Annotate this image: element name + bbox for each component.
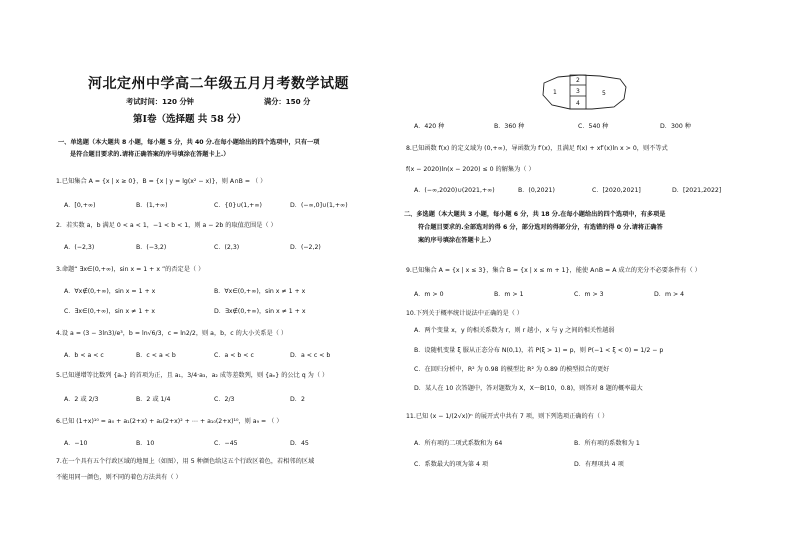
q10-stem: 10.下列关于概率统计说法中正确的是（ ） xyxy=(406,310,523,317)
q4-opt-b: B．c < a < b xyxy=(136,352,176,359)
q10-opt-a: A．两个变量 x，y 的相关系数为 r，则 r 越小，x 与 y 之间的相关性越弱 xyxy=(414,327,615,334)
map-label-1: 1 xyxy=(553,89,557,96)
q9-opt-d: D．m > 4 xyxy=(654,291,685,298)
q7-opt-a: A．420 种 xyxy=(414,123,445,130)
q7-opt-b: B．360 种 xyxy=(494,123,525,130)
q1-opt-c: C．{0}∪(1,+∞) xyxy=(214,202,262,209)
q3-stem: 3.命题“ ∃x∈(0,+∞)，sin x = 1 + x ”的否定是（ ） xyxy=(56,266,205,273)
q6-opt-c: C．−45 xyxy=(214,440,238,447)
section2-heading-2: 符合题目要求的.全部选对的得 6 分，部分选对的得部分分，有选错的得 0 分.请将正确答 xyxy=(418,224,663,231)
q10-opt-b: B．设随机变量 ξ 服从正态分布 N(0,1)，若 P(ξ > 1) = p，则 P(−1 < ξ < 0) = 1/2 − p xyxy=(414,347,664,354)
q6-opt-a: A．−10 xyxy=(64,440,88,447)
q3-opt-c: C．∃x∈(0,+∞)，sin x ≠ 1 + x xyxy=(64,308,156,315)
q5-opt-a: A．2 或 2/3 xyxy=(64,396,99,403)
q9-opt-a: A．m > 0 xyxy=(414,291,444,298)
q5-opt-b: B．2 或 1/4 xyxy=(136,396,171,403)
section2-heading-3: 案的序号填涂在答题卡上.） xyxy=(418,237,495,244)
q8-opt-a: A．(−∞,2020)∪(2021,+∞) xyxy=(414,187,495,194)
q7-opt-d: D．300 种 xyxy=(660,123,691,130)
q6-opt-b: B．10 xyxy=(136,440,155,447)
q1-stem: 1.已知集合 A = {x | x ≥ 0}，B = {x | y = lg(x² − x)}，则 A∩B = （ ） xyxy=(56,178,267,185)
q4-opt-d: D．a < c < b xyxy=(290,352,331,359)
q9-stem: 9.已知集合 A = {x | x ≤ 3}，集合 B = {x | x ≤ m + 1}，能使 A∩B = A 成立的充分不必要条件有（ ） xyxy=(406,267,701,274)
map-label-2: 2 xyxy=(576,77,580,84)
q11-opt-c: C．系数最大的项为第 4 项 xyxy=(414,461,489,468)
q10-opt-c: C．在回归分析中，R² 为 0.98 的模型比 R² 为 0.89 的模型拟合的更好 xyxy=(414,366,610,373)
q8-stem-2: f(x − 2020)ln(x − 2020) ≤ 0 的解集为（ ） xyxy=(406,166,535,173)
q3-opt-a: A．∀x∉(0,+∞)，sin x = 1 + x xyxy=(64,288,156,295)
q7-stem-2: 不能用同一颜色，则不同的着色方法共有（ ） xyxy=(56,474,182,481)
exam-score: 满分：150 分 xyxy=(264,97,311,106)
q8-opt-c: C．[2020,2021] xyxy=(592,187,641,194)
q2-opt-d: D．(−2,2) xyxy=(290,244,321,251)
region-map-figure xyxy=(540,73,628,111)
q5-opt-c: C．2/3 xyxy=(214,396,235,403)
q2-opt-a: A．(−2,3) xyxy=(64,244,95,251)
q3-opt-d: D．∃x∉(0,+∞)，sin x ≠ 1 + x xyxy=(214,308,306,315)
q5-stem: 5.已知递增等比数列 {aₙ} 的首项为正，且 a₁，3/4·a₃，a₂ 成等差数列，则 {aₙ} 的公比 q 为（ ） xyxy=(56,372,329,379)
q2-opt-b: B．(−3,2) xyxy=(136,244,167,251)
q2-stem: 2．若实数 a，b 满足 0 < a < 1，−1 < b < 1，则 a − 2b 的取值范围是（ ） xyxy=(56,222,277,229)
q8-opt-d: D．[2021,2022] xyxy=(672,187,722,194)
q6-stem: 6.已知 (1+x)¹⁰ = a₀ + a₁(2+x) + a₂(2+x)² + ⋯ + a₁₀(2+x)¹⁰，则 a₉ = （ ） xyxy=(56,418,283,425)
q11-opt-b: B．所有项的系数和为 1 xyxy=(574,440,640,447)
section2-heading: 二、多选题（本大题共 3 小题，每小题 6 分，共 18 分.在每小题给出的四个选项中，有多项是 xyxy=(404,211,666,218)
part1-heading: 第Ⅰ卷（选择题 共 58 分） xyxy=(133,114,247,125)
section1-heading: 一、单选题（本大题共 8 小题，每小题 5 分，共 40 分.在每小题给出的四个选项中，只有一项 xyxy=(58,139,320,146)
q11-opt-d: D．有理项共 4 项 xyxy=(574,461,624,468)
map-label-4: 4 xyxy=(576,100,580,107)
q5-opt-d: D．2 xyxy=(290,396,305,403)
q11-stem: 11.已知 (x − 1/(2√x))ⁿ 的展开式中共有 7 项，则下列选项正确的有（ ） xyxy=(406,413,609,420)
q1-opt-b: B．(1,+∞) xyxy=(136,202,168,209)
q4-opt-c: C．a < b < c xyxy=(214,352,254,359)
exam-time: 考试时间：120 分钟 xyxy=(126,97,194,106)
map-label-3: 3 xyxy=(576,88,580,95)
q1-opt-d: D．(−∞,0]∪(1,+∞) xyxy=(290,202,348,209)
q7-opt-c: C．540 种 xyxy=(578,123,609,130)
section1-heading-2: 是符合题目要求的.请将正确答案的序号填涂在答题卡上.） xyxy=(70,151,230,158)
exam-title: 河北定州中学高二年级五月月考数学试题 xyxy=(88,76,349,92)
q2-opt-c: C．(2,3) xyxy=(214,244,240,251)
q9-opt-b: B．m > 1 xyxy=(494,291,524,298)
q7-stem: 7.在一个具有五个行政区域的地图上（如图），用 5 种颜色给这五个行政区着色，若相邻的区域 xyxy=(56,458,315,465)
q4-stem: 4.设 a = (3 − 3ln3)/e³，b = ln√6/3，c = ln2/2，则 a，b，c 的大小关系是（ ） xyxy=(56,330,288,337)
q10-opt-d: D．某人在 10 次答题中，答对题数为 X，X～B(10，0.8)，则答对 8 题的概率最大 xyxy=(414,385,643,392)
q9-opt-c: C．m > 3 xyxy=(574,291,604,298)
q3-opt-b: B．∀x∈(0,+∞)，sin x ≠ 1 + x xyxy=(214,288,306,295)
q4-opt-a: A．b < a < c xyxy=(64,352,104,359)
q6-opt-d: D．45 xyxy=(290,440,309,447)
map-label-5: 5 xyxy=(602,90,606,97)
q1-opt-a: A．[0,+∞) xyxy=(64,202,96,209)
q11-opt-a: A．所有项的二项式系数和为 64 xyxy=(414,440,503,447)
q8-opt-b: B．(0,2021) xyxy=(518,187,555,194)
q8-stem: 8.已知函数 f(x) 的定义域为 (0,+∞)，导函数为 f′(x)，且满足 f(x) + xf′(x)ln x > 0，则不等式 xyxy=(406,145,668,152)
